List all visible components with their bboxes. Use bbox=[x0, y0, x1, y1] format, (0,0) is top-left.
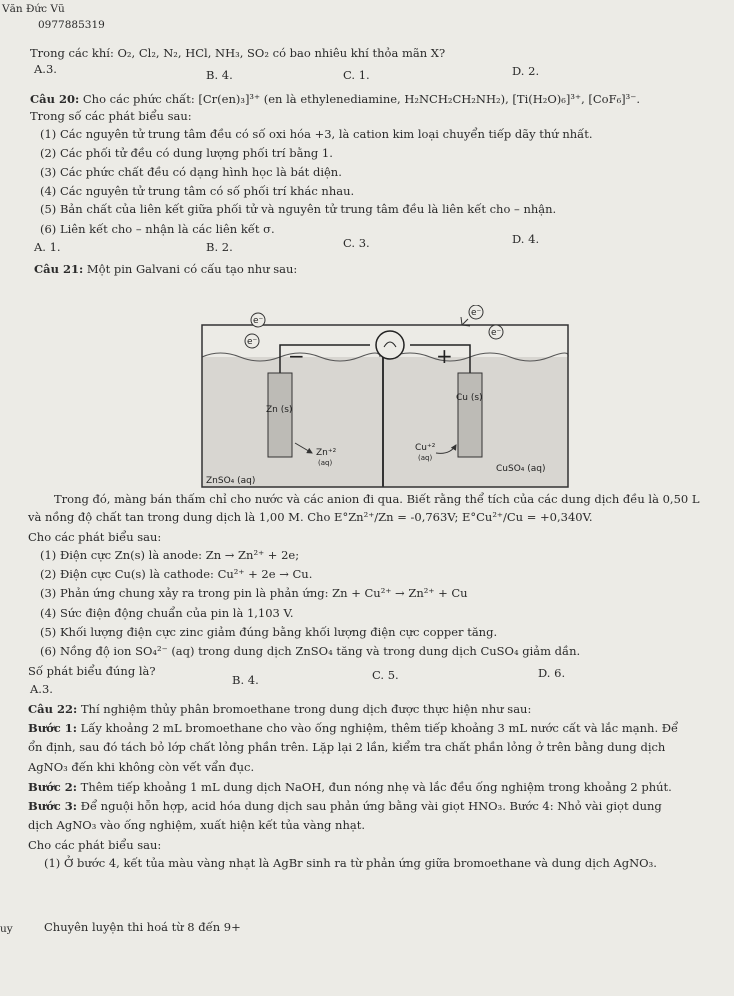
q22-stem: Thí nghiệm thủy phân bromoethane trong dung dịch được thực hiện như sau: bbox=[80, 702, 532, 716]
q22-step1-text-a: Lấy khoảng 2 mL bromoethane cho vào ống nghiệm, thêm tiếp khoảng 3 mL nước cất và lắc mạnh. Để bbox=[80, 721, 679, 735]
q21-intro: Cho các phát biểu sau: bbox=[28, 530, 162, 544]
q19-option-b: B. 4. bbox=[206, 68, 233, 82]
footer-title: Chuyên luyện thi hoá từ 8 đến 9+ bbox=[44, 920, 241, 934]
q19-option-a: A.3. bbox=[34, 62, 57, 76]
q21-statement-1: (1) Điện cực Zn(s) là anode: Zn → Zn²⁺ + 2e; bbox=[40, 548, 300, 562]
q20-option-b: B. 2. bbox=[206, 240, 233, 254]
q21-header bbox=[34, 262, 297, 276]
zinc-electrode bbox=[268, 373, 292, 457]
q22-step3-label: Bước 3: bbox=[28, 799, 78, 813]
q21-question: Số phát biểu đúng là? bbox=[28, 664, 156, 678]
q19-option-c: C. 1. bbox=[343, 68, 370, 82]
author-phone: 0977885319 bbox=[38, 19, 105, 31]
q21-option-a: A.3. bbox=[30, 682, 53, 696]
q21-label: Câu 21: bbox=[34, 262, 84, 276]
copper-ion-label: Cu⁺² bbox=[415, 443, 436, 453]
q20-statement-5: (5) Bản chất của liên kết giữa phối tử và nguyên tử trung tâm đều là liên kết cho – nhận. bbox=[40, 202, 557, 216]
q20-statement-1: (1) Các nguyên tử trung tâm đều có số oxi hóa +3, là cation kim loại chuyển tiếp dãy thứ nhất. bbox=[40, 127, 593, 141]
q22-label: Câu 22: bbox=[28, 702, 78, 716]
q21-statement-5: (5) Khối lượng điện cực zinc giảm đúng bằng khối lượng điện cực copper tăng. bbox=[40, 625, 498, 639]
q22-step1-line2: ổn định, sau đó tách bỏ lớp chất lỏng phần trên. Lặp lại 2 lần, kiểm tra chất phần lỏng ở trên bằng dung dịch bbox=[28, 740, 666, 754]
q21-option-d: D. 6. bbox=[538, 666, 566, 680]
zinc-electrode-label: Zn (s) bbox=[266, 405, 293, 415]
q20-stem: Cho các phức chất: [Cr(en)₃]³⁺ (en là ethylenediamine, H₂NCH₂CH₂NH₂), [Ti(H₂O)₆]³⁺, [CoF₆]³⁻. bbox=[82, 92, 641, 106]
q21-statement-6: (6) Nồng độ ion SO₄²⁻ (aq) trong dung dịch ZnSO₄ tăng và trong dung dịch CuSO₄ giảm dần. bbox=[40, 644, 581, 658]
q21-option-c: C. 5. bbox=[372, 668, 399, 682]
negative-terminal: − bbox=[288, 344, 305, 368]
q20-header bbox=[30, 92, 640, 106]
q22-step2-line bbox=[28, 780, 672, 794]
q20-statement-3: (3) Các phức chất đều có dạng hình học là bát diện. bbox=[40, 165, 342, 179]
q21-stem: Một pin Galvani có cấu tạo như sau: bbox=[86, 262, 298, 276]
q19-stem: Trong các khí: O₂, Cl₂, N₂, HCl, NH₃, SO₂ có bao nhiêu khí thỏa mãn X? bbox=[30, 46, 446, 60]
zinc-ion-state: (aq) bbox=[318, 459, 333, 467]
q20-statement-2: (2) Các phối tử đều có dung lượng phối trí bằng 1. bbox=[40, 146, 333, 160]
q19-option-d: D. 2. bbox=[512, 64, 540, 78]
q22-statement-1: (1) Ở bước 4, kết tủa màu vàng nhạt là AgBr sinh ra từ phản ứng giữa bromoethane và dung dịch AgNO₃. bbox=[44, 856, 657, 870]
q22-intro: Cho các phát biểu sau: bbox=[28, 838, 162, 852]
q22-step3-text-a: Để nguội hỗn hợp, acid hóa dung dịch sau phản ứng bằng vài giọt HNO₃. Bước 4: Nhỏ vài giọt dung bbox=[80, 799, 662, 813]
zinc-ion-label: Zn⁺² bbox=[316, 448, 337, 458]
q20-label: Câu 20: bbox=[30, 92, 80, 106]
q21-statement-3: (3) Phản ứng chung xảy ra trong pin là phản ứng: Zn + Cu²⁺ → Zn²⁺ + Cu bbox=[40, 586, 468, 600]
electron-left-label: e⁻ bbox=[247, 337, 258, 347]
author-name: Văn Đức Vũ bbox=[2, 3, 65, 15]
q21-statement-4: (4) Sức điện động chuẩn của pin là 1,103 V. bbox=[40, 606, 294, 620]
q22-step3-line1 bbox=[28, 799, 662, 813]
q22-header bbox=[28, 702, 531, 716]
q22-step2-text: Thêm tiếp khoảng 1 mL dung dịch NaOH, đun nóng nhẹ và lắc đều ống nghiệm trong khoảng 2 phút. bbox=[80, 780, 672, 794]
q22-step3-line2: dịch AgNO₃ vào ống nghiệm, xuất hiện kết tủa vàng nhạt. bbox=[28, 818, 365, 832]
electron-right2-label: e⁻ bbox=[491, 328, 502, 338]
q22-step1-label: Bước 1: bbox=[28, 721, 78, 735]
left-solution-label: ZnSO₄ (aq) bbox=[206, 476, 256, 486]
q20-option-d: D. 4. bbox=[512, 232, 540, 246]
positive-terminal: + bbox=[436, 344, 453, 368]
q20-option-a: A. 1. bbox=[34, 240, 61, 254]
q21-option-b: B. 4. bbox=[232, 673, 259, 687]
galvanic-cell-diagram bbox=[200, 305, 580, 490]
copper-ion-state: (aq) bbox=[418, 454, 433, 462]
light-bulb-icon bbox=[376, 331, 404, 359]
footer-left-fragment: uy bbox=[0, 923, 13, 935]
q22-step2-label: Bước 2: bbox=[28, 780, 78, 794]
q22-step1-line3: AgNO₃ đến khi không còn vết vẩn đục. bbox=[28, 760, 255, 774]
q20-statement-4: (4) Các nguyên tử trung tâm có số phối trí khác nhau. bbox=[40, 184, 355, 198]
q20-statement-6: (6) Liên kết cho – nhận là các liên kết σ. bbox=[40, 222, 275, 236]
q20-option-c: C. 3. bbox=[343, 236, 370, 250]
q21-statement-2: (2) Điện cực Cu(s) là cathode: Cu²⁺ + 2e → Cu. bbox=[40, 567, 313, 581]
q21-para2: và nồng độ chất tan trong dung dịch là 1,00 M. Cho E°Zn²⁺/Zn = -0,763V; E°Cu²⁺/Cu = +0,340V. bbox=[28, 510, 593, 524]
copper-electrode bbox=[458, 373, 482, 457]
electron-right1-label: e⁻ bbox=[471, 308, 482, 318]
q22-step1-line1 bbox=[28, 721, 678, 735]
electron-top-label: e⁻ bbox=[253, 316, 264, 326]
q21-para1: Trong đó, màng bán thấm chỉ cho nước và các anion đi qua. Biết rằng thể tích của các dung dịch đều là 0,50 L bbox=[54, 492, 700, 506]
right-solution-label: CuSO₄ (aq) bbox=[496, 464, 546, 474]
copper-electrode-label: Cu (s) bbox=[456, 393, 483, 403]
q20-intro: Trong số các phát biểu sau: bbox=[30, 109, 192, 123]
